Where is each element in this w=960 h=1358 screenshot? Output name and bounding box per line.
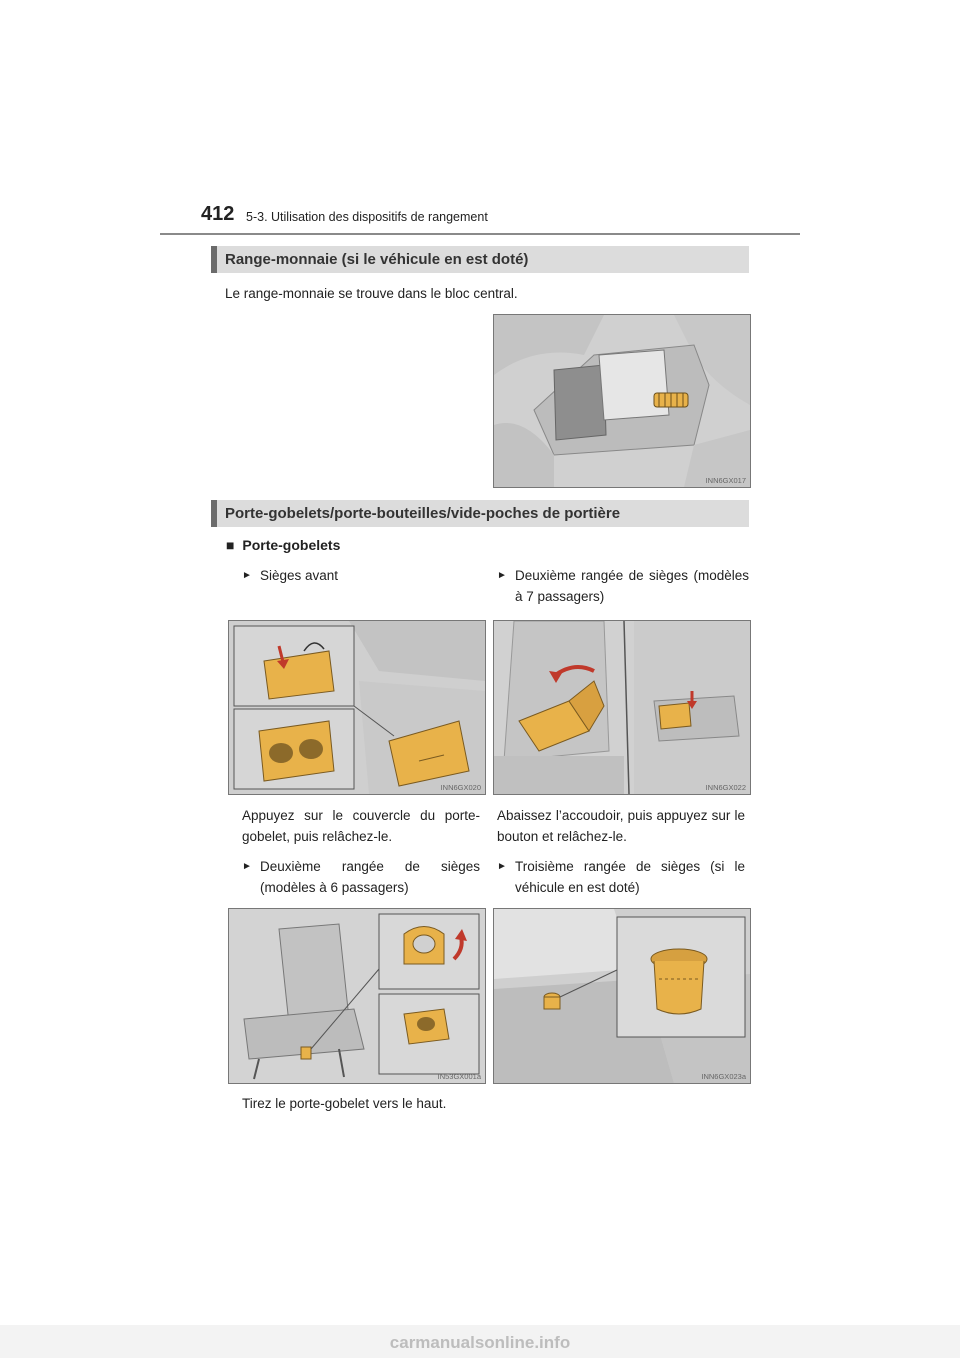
caption-front: Appuyez sur le couvercle du porte-gobelet, puis relâchez-le.	[242, 808, 480, 844]
figure-front-cup-holder	[228, 620, 486, 795]
header-rule	[160, 233, 800, 235]
section-title: Range-monnaie (si le véhicule en est doté)	[225, 251, 529, 268]
watermark-text: carmanualsonline.info	[389, 1333, 571, 1352]
arrow-bullet-icon: ►	[497, 570, 507, 581]
coin-holder-text: Le range-monnaie se trouve dans le bloc central.	[225, 286, 518, 301]
item-heading-front: ► Sièges avant	[242, 565, 498, 586]
item-heading-third-row: ► Troisième rangée de sièges (si le véhicule en est doté)	[497, 856, 745, 898]
section-bar	[211, 500, 217, 527]
chapter-title: 5-3. Utilisation des dispositifs de rangement	[246, 210, 488, 224]
figure-coin-holder	[493, 314, 751, 488]
coin-holder-illustration	[494, 315, 750, 487]
caption-second-row-6: Tirez le porte-gobelet vers le haut.	[242, 1096, 447, 1111]
second-row-6-cup-holder-illustration	[229, 909, 485, 1083]
section-title: Porte-gobelets/porte-bouteilles/vide-poches de portière	[225, 505, 621, 522]
figure-id: IN53GX001a	[437, 1072, 481, 1081]
page-number: 412	[201, 203, 235, 225]
item-heading-second-row-7: ► Deuxième rangée de sièges (modèles à 7 passagers)	[497, 565, 749, 607]
arrow-bullet-icon: ►	[497, 861, 507, 872]
figure-id: INN6GX022	[705, 783, 746, 792]
square-bullet-icon: ■	[226, 537, 235, 553]
figure-id: INN6GX023a	[701, 1072, 746, 1081]
arrow-bullet-icon: ►	[242, 570, 252, 581]
third-row-cup-holder-illustration	[494, 909, 750, 1083]
figure-second-row-6-cup-holder	[228, 908, 486, 1084]
front-cup-holder-illustration	[229, 621, 485, 794]
subsection-title: Porte-gobelets	[242, 537, 341, 553]
coin-stack-icon	[654, 393, 688, 407]
subsection-heading	[226, 537, 340, 553]
section-heading-cup-holders	[211, 500, 749, 527]
section-heading-coin-holder	[211, 246, 749, 273]
caption-second-row-7: Abaissez l’accoudoir, puis appuyez sur le bouton et relâchez-le.	[497, 808, 745, 844]
figure-id: INN6GX017	[705, 476, 746, 485]
figure-third-row-cup-holder	[493, 908, 751, 1084]
arrow-bullet-icon: ►	[242, 861, 252, 872]
second-row-7-cup-holder-illustration	[494, 621, 750, 794]
figure-id: INN6GX020	[440, 783, 481, 792]
item-heading-second-row-6: ► Deuxième rangée de sièges (modèles à 6 passagers)	[242, 856, 480, 898]
figure-second-row-7-cup-holder	[493, 620, 751, 795]
section-bar	[211, 246, 217, 273]
